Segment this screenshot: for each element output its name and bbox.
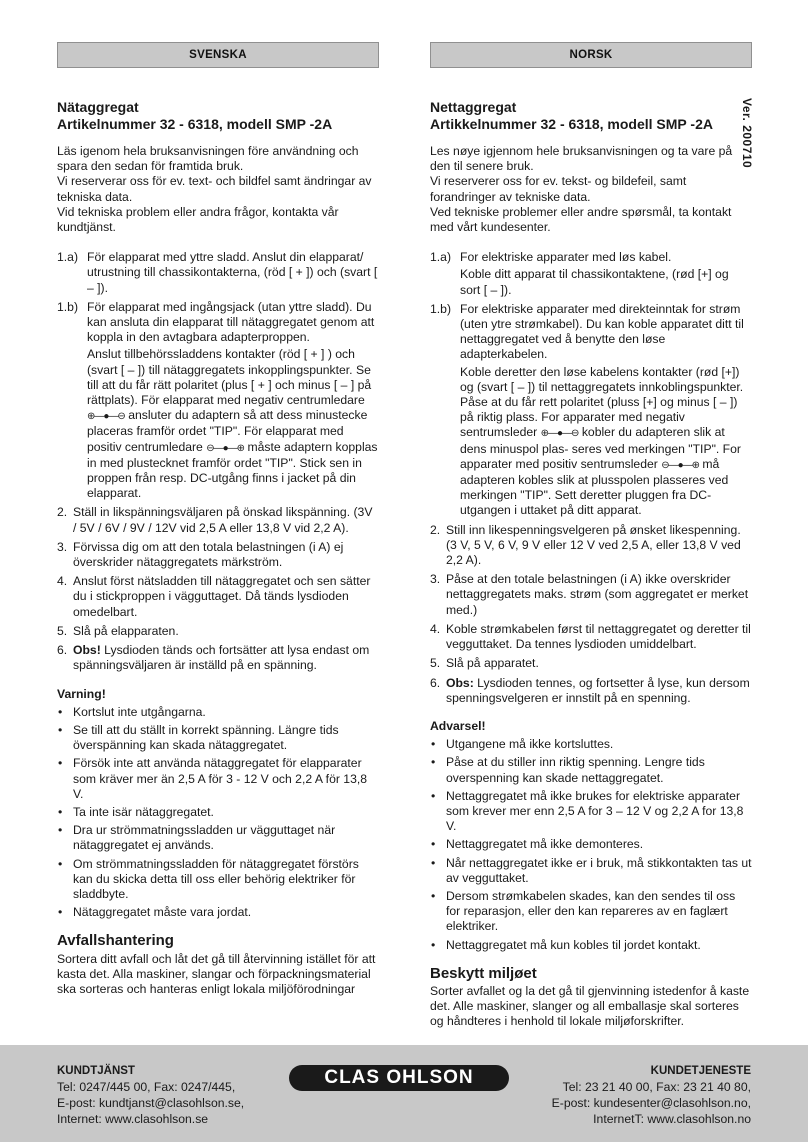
title-line-2: Artikelnummer 32 - 6318, modell SMP -2A xyxy=(57,116,333,132)
waste-text: Sorter avfallet og la det gå til gjenvinning istedenfor å kaste det. Alle maskiner, slanger og all emballasje skal sorteres og håndteres i henhold til lokale miljøforskrifter. xyxy=(430,983,750,1029)
step-number: 4. xyxy=(430,621,441,636)
step-text: Anslut tillbehörssladdens kontakter (röd [ + ] ) och (svart [ – ]) till nätaggregatets inkopplingspunkter. Se till att du får rätt polaritet (plus [ + ] och minus [ – ] på rättplats). För elapparat med negativ centrumledare xyxy=(87,347,372,408)
intro-paragraph: Les nøye igjennom hele bruksanvisningen og ta vare på den til senere bruk. xyxy=(430,144,733,174)
customer-service-heading: KUNDTJÄNST xyxy=(57,1065,135,1077)
title-line-1: Nätaggregat xyxy=(57,99,139,115)
step-number: 4. xyxy=(57,574,68,589)
step-number: 1.b) xyxy=(57,299,79,314)
positive-center-polarity-icon: ⊖—●—⊕ xyxy=(661,459,700,471)
step-text: Koble deretter den løse kabelens kontakter (rød [+]) og (svart [ – ]) til nettaggregatets innkoblingspunkter. Påse at du får rett polaritet (pluss [+] og minus [ – ]) på riktig plass. For apparater med negativ sentrumsleder xyxy=(460,364,744,440)
step-number: 2. xyxy=(430,522,441,537)
intro-text xyxy=(430,144,752,235)
step-number: 6. xyxy=(57,643,68,658)
step-text: Påse at den totale belastningen (i A) ikke overskrider nettaggregatets maks. strøm (som aggregatet er merket med.) xyxy=(446,572,749,617)
list-item: • Se till att du ställt in korrekt spänning. Längre tids överspänning kan skada nätaggregatet. xyxy=(57,723,379,753)
intro-paragraph: Vi reserverar oss för ev. text- och bildfel samt ändringar av tekniska data. xyxy=(57,174,372,204)
step-number: 1.a) xyxy=(57,250,79,265)
step-4 xyxy=(430,622,752,652)
step-5 xyxy=(57,624,379,639)
step-text: For elektriske apparater med løs kabel. xyxy=(460,250,672,265)
intro-text xyxy=(57,144,379,235)
step-5 xyxy=(430,656,752,671)
contact-phone: Tel: 23 21 40 00, Fax: 23 21 40 80, xyxy=(562,1080,751,1094)
step-number: 2. xyxy=(57,505,68,520)
list-item: • Utgangene må ikke kortsluttes. xyxy=(430,737,752,752)
step-subparagraph xyxy=(73,347,379,501)
warning-list xyxy=(430,737,752,953)
note-label: Obs: xyxy=(446,675,474,690)
list-item: • Om strömmatningssladden för nätaggregatet förstörs kan du skicka detta till oss eller behörig elektriker för sladdbyte. xyxy=(57,857,379,903)
step-text: Förvissa dig om att den totala belastningen (i A) ej överskrider nätaggregatets märkström. xyxy=(73,539,344,570)
title-line-1: Nettaggregat xyxy=(430,99,517,115)
instruction-steps xyxy=(430,250,752,706)
step-text: Ställ in likspänningsväljaren på önskad likspänning. (3V / 5V / 6V / 9V / 12V vid 2,5 A eller 13,8 V vid 2,2 A). xyxy=(73,505,373,535)
step-number: 1.b) xyxy=(430,301,452,316)
step-text: Slå på elapparaten. xyxy=(73,623,179,638)
version-label: Ver. 200710 xyxy=(740,98,754,169)
list-item: • Når nettaggregatet ikke er i bruk, må stikkontakten tas ut av vegguttaket. xyxy=(430,856,752,886)
intro-paragraph: Vi reserverer oss for ev. tekst- og bildefeil, samt forandringer av tekniske data. xyxy=(430,174,687,204)
step-number: 3. xyxy=(57,539,68,554)
step-text: Lysdioden tennes, og fortsetter å lyse, kun dersom spenningsvelgeren er innstilt på en spenning. xyxy=(446,675,750,705)
contact-website: InternetT: www.clasohlson.no xyxy=(593,1112,751,1126)
step-text: För elapparat med ingångsjack (utan yttre sladd). Du kan ansluta din elapparat till nätaggregatet genom att koppla in den avtagbara adapterproppen. xyxy=(87,299,375,345)
positive-center-polarity-icon: ⊖—●—⊕ xyxy=(206,442,245,454)
intro-paragraph: Läs igenom hela bruksanvisningen före användning och spara den sedan för framtida bruk. xyxy=(57,144,359,174)
list-item: • Kortslut inte utgångarna. xyxy=(57,705,379,720)
note-label: Obs! xyxy=(73,643,101,658)
list-item: • Nettaggregatet må kun kobles til jordet kontakt. xyxy=(430,938,752,953)
contact-email: E-post: kundesenter@clasohlson.no, xyxy=(551,1096,751,1110)
list-item: • Dra ur strömmatningssladden ur vägguttaget när nätaggregatet ej används. xyxy=(57,823,379,853)
contact-phone: Tel: 0247/445 00, Fax: 0247/445, xyxy=(57,1080,236,1094)
step-number: 1.a) xyxy=(430,250,452,265)
customer-service-heading: KUNDETJENESTE xyxy=(650,1065,751,1077)
swedish-customer-service xyxy=(57,1063,244,1127)
step-subparagraph: Koble ditt apparat til chassikontaktene, (rød [+] og sort [ – ]). xyxy=(460,267,729,297)
list-item: • Dersom strømkabelen skades, kan den sendes til oss for reparasjon, eller den kan repareres av en faglært elektriker. xyxy=(430,889,752,935)
warning-heading: Advarsel! xyxy=(430,718,486,733)
step-6 xyxy=(57,643,379,673)
product-title xyxy=(57,99,379,133)
step-text: För elapparat med yttre sladd. Anslut din elapparat/ utrustning till chassikontakterna, (röd [ + ]) och (svart [ – ]). xyxy=(87,250,378,295)
language-header-swedish: SVENSKA xyxy=(57,42,379,68)
step-text: måste adaptern kopplas in med plustecknet framför ordet "TIP". Stick sen in proppen från resp. DC-utgång finns i jacket på din elapparat. xyxy=(87,439,378,501)
step-3 xyxy=(57,540,379,570)
negative-center-polarity-icon: ⊕—●—⊖ xyxy=(540,428,579,440)
step-text: Still inn likespenningsvelgeren på ønsket likespenning. (3 V, 5 V, 6 V, 9 V eller 12 V ved 2,5 A, eller 13,8 V ved 2,2 A). xyxy=(446,522,741,568)
step-number: 5. xyxy=(430,656,441,671)
warning-list xyxy=(57,705,379,921)
step-4 xyxy=(57,574,379,620)
step-text: må adapteren kobles slik at plusspolen plasseres ved merkingen "TIP". Sett deretter pluggen fra DC-utgangen i uttaket på ditt apparat. xyxy=(460,456,729,518)
step-number: 6. xyxy=(430,675,441,690)
list-item: • Påse at du stiller inn riktig spenning. Lengre tids overspenning kan skade nettaggregatet. xyxy=(430,755,752,785)
waste-heading: Avfallshantering xyxy=(57,932,174,950)
language-header-norwegian: NORSK xyxy=(430,42,752,68)
step-1b xyxy=(430,302,752,519)
instruction-steps xyxy=(57,250,379,673)
step-number: 3. xyxy=(430,572,441,587)
footer-bar xyxy=(0,1045,808,1142)
list-item: • Försök inte att använda nätaggregatet för elapparater som kräver mer än 2,5 A för 3 - 12 V och 2,2 A för 13,8 V. xyxy=(57,756,379,802)
step-text: Lysdioden tänds och fortsätter att lysa endast om spänningsväljaren är inställd på en spänning. xyxy=(73,643,370,673)
product-title xyxy=(430,99,752,133)
step-text: Anslut först nätsladden till nätaggregatet och sen sätter du i stickproppen i vägguttaget. Då tänds lysdioden omedelbart. xyxy=(73,574,371,619)
step-text: For elektriske apparater med direkteinntak for strøm (uten ytre strømkabel). Du kan koble apparatet ditt til nettaggregatet ved å benytte den løse adapterkabelen. xyxy=(460,301,744,362)
waste-text: Sortera ditt avfall och låt det gå till återvinning istället för att kasta det. Alla maskiner, slangar och förpackningsmaterial ska sorteras och hanteras enligt lokala miljöförodningar xyxy=(57,951,376,996)
list-item: • Nettaggregatet må ikke demonteres. xyxy=(430,837,752,852)
swedish-column xyxy=(57,42,379,997)
step-text: Slå på apparatet. xyxy=(446,656,539,671)
step-2 xyxy=(430,523,752,569)
negative-center-polarity-icon: ⊕—●—⊖ xyxy=(87,411,125,423)
step-text: ansluter du adaptern så att dess minustecke placeras framför ordet "TIP". För elapparat med positiv centrumledare xyxy=(87,408,368,454)
step-3 xyxy=(430,572,752,618)
step-1a xyxy=(57,250,379,296)
contact-website: Internet: www.clasohlson.se xyxy=(57,1112,209,1126)
norwegian-customer-service xyxy=(552,1063,751,1127)
step-subparagraph xyxy=(446,365,752,519)
warning-heading: Varning! xyxy=(57,686,106,701)
step-text: kobler du adapteren slik at dens minuspol plas- seres ved merkingen "TIP". For apparater med positiv sentrumsleder xyxy=(460,425,741,471)
list-item: • Nätaggregatet måste vara jordat. xyxy=(57,905,379,920)
clas-ohlson-logo: CLAS OHLSON xyxy=(289,1065,509,1091)
step-number: 5. xyxy=(57,623,68,638)
contact-email: E-post: kundtjanst@clasohlson.se, xyxy=(57,1096,245,1110)
title-line-2: Artikkelnummer 32 - 6318, modell SMP -2A xyxy=(430,116,713,132)
step-2 xyxy=(57,505,379,535)
step-1a xyxy=(430,250,752,298)
intro-paragraph: Vid tekniska problem eller andra frågor, kontakta vår kundtjänst. xyxy=(57,204,339,235)
step-1b xyxy=(57,300,379,502)
intro-paragraph: Ved tekniske problemer eller andre spørsmål, ta kontakt med vårt kundesenter. xyxy=(430,204,732,235)
waste-heading: Beskytt miljøet xyxy=(430,964,537,982)
list-item: • Ta inte isär nätaggregatet. xyxy=(57,805,379,820)
norwegian-column xyxy=(430,42,752,1030)
step-6 xyxy=(430,676,752,706)
step-text: Koble strømkabelen først til nettaggregatet og deretter til vegguttaket. Da tennes lysdioden umiddelbart. xyxy=(446,621,751,652)
list-item: • Nettaggregatet må ikke brukes for elektriske apparater som krever mer enn 2,5 A for 3 – 12 V og 2,2 A for 13,8 V. xyxy=(430,789,752,835)
